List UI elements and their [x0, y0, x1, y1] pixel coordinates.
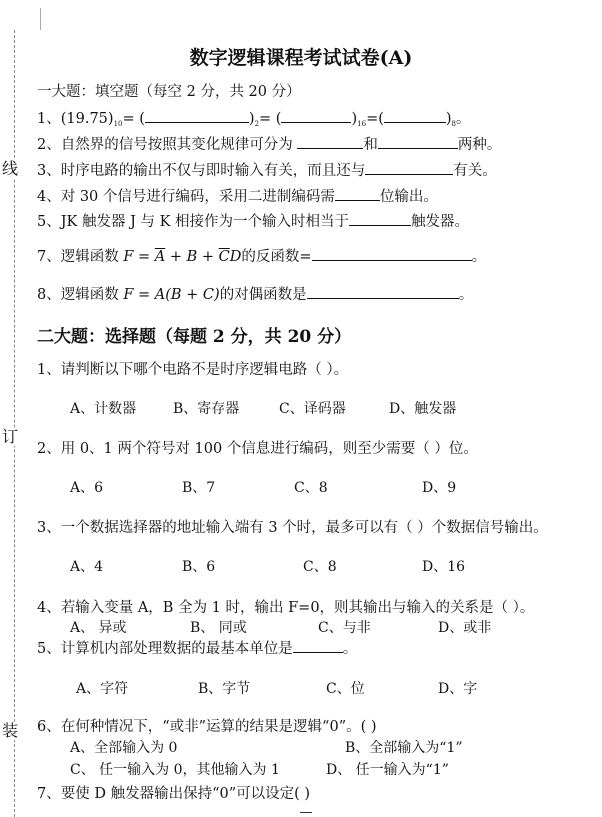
answer-blank — [378, 134, 458, 149]
answer-blank — [312, 246, 472, 261]
question-2-6: 6、在何种情况下，“或非”运算的结果是逻辑“0”。( ) — [37, 719, 377, 735]
option-d: D、 任一输入为“1” — [326, 762, 449, 778]
option-a: A、6 — [70, 480, 104, 496]
question-1-7: 7、逻辑函数 $F = \overline{A} + B + \overline{C}D$的反函数= 。 — [37, 245, 486, 266]
answer-blank — [145, 108, 249, 123]
option-b: B、7 — [182, 480, 216, 496]
option-b: B、寄存器 — [173, 401, 240, 417]
question-2-2: 2、用 0、1 两个符号对 100 个信息进行编码，则至少需要（ ）位。 — [37, 441, 478, 457]
binding-mark-zhuang: 装 — [2, 721, 19, 740]
option-c: C、译码器 — [279, 401, 346, 417]
question-2-1: 1、请判断以下哪个电路不是时序逻辑电路（ ）。 — [37, 362, 349, 378]
answer-blank — [384, 108, 446, 123]
option-a: A、全部输入为 0 — [70, 740, 178, 756]
option-d: D、字 — [438, 681, 478, 697]
question-2-4: 4、若输入变量 A，B 全为 1 时，输出 F=0，则其输出与输入的关系是（ ）。 — [37, 600, 535, 616]
page-mark — [300, 812, 312, 813]
option-a: A、 异或 — [70, 620, 127, 636]
option-d: D、16 — [422, 559, 466, 575]
option-c: C、与非 — [318, 620, 371, 636]
binding-mark-ding: 订 — [2, 427, 19, 446]
binding-mark-xian: 线 — [2, 159, 19, 178]
question-1-5: 5、JK 触发器 J 与 K 相接作为一个输入时相当于 触发器。 — [37, 210, 469, 231]
option-c: C、8 — [303, 559, 337, 575]
option-b: B、字节 — [198, 681, 251, 697]
question-1-8: 8、逻辑函数 F = A(B + C)的对偶函数是 。 — [37, 283, 473, 304]
corner-mark — [14, 8, 41, 30]
answer-blank — [335, 186, 380, 201]
option-d: D、触发器 — [389, 401, 457, 417]
section1-heading: 一大题：填空题（每空 2 分，共 20 分） — [37, 84, 301, 100]
question-2-5: 5、计算机内部处理数据的最基本单位是 。 — [37, 637, 357, 658]
option-d: D、9 — [422, 480, 457, 496]
question-1-4: 4、对 30 个信号进行编码，采用二进制编码需 位输出。 — [37, 185, 438, 206]
option-a: A、计数器 — [70, 401, 137, 417]
answer-blank — [307, 284, 459, 299]
answer-blank — [281, 108, 351, 123]
option-b: B、6 — [182, 559, 216, 575]
option-a: A、4 — [70, 559, 104, 575]
answer-blank — [293, 638, 343, 653]
option-a: A、字符 — [76, 681, 129, 697]
option-b: B、 同或 — [190, 620, 247, 636]
question-2-3: 3、一个数据选择器的地址输入端有 3 个时，最多可以有（ ）个数据信号输出。 — [37, 520, 548, 536]
binding-line — [14, 30, 15, 817]
formula-7: $F = \overline{A} + B + \overline{C}D$ — [123, 249, 242, 265]
option-d: D、或非 — [438, 620, 492, 636]
option-c: C、8 — [294, 480, 328, 496]
section2-heading: 二大题：选择题（每题 2 分，共 20 分） — [37, 327, 352, 347]
exam-title: 数字逻辑课程考试试卷(A) — [189, 47, 413, 69]
question-1-3: 3、时序电路的输出不仅与即时输入有关，而且还与 有关。 — [37, 159, 497, 180]
option-c: C、 任一输入为 0，其他输入为 1 — [70, 762, 280, 778]
formula-8: F = A(B + C) — [123, 287, 220, 303]
answer-blank — [297, 134, 363, 149]
question-1-2: 2、自然界的信号按照其变化规律可分为 和 两种。 — [37, 133, 501, 154]
option-c: C、位 — [326, 681, 365, 697]
answer-blank — [349, 211, 411, 226]
option-b: B、全部输入为“1” — [345, 740, 463, 756]
question-2-7: 7、要使 D 触发器输出保持“0”可以设定( ) — [37, 786, 311, 802]
question-1-1: 1、$(19.75)_{10}=$ ( )$_2=$ ( )$_{16}=$( )$_8$。 — [37, 107, 471, 128]
answer-blank — [365, 160, 453, 175]
